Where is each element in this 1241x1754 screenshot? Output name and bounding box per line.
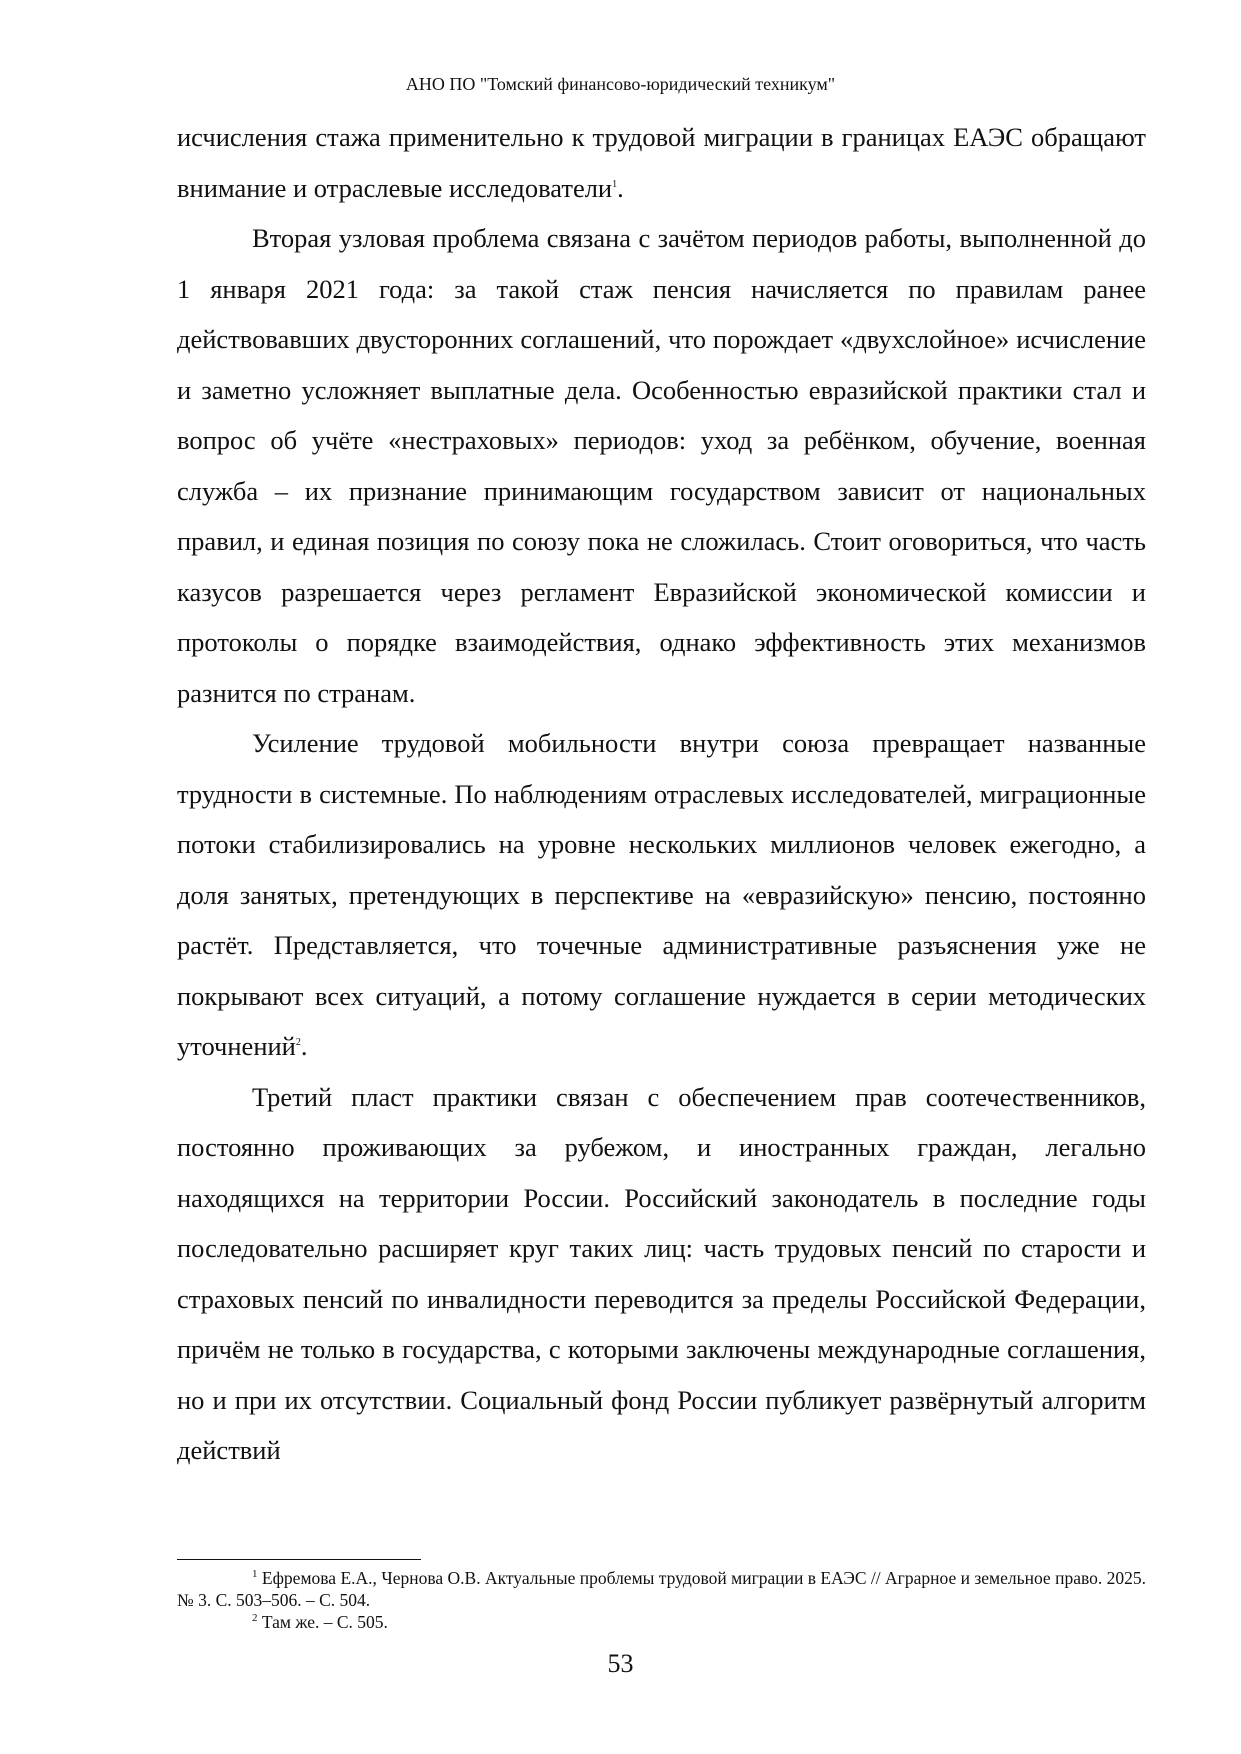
footnote-ref: 2 bbox=[295, 1037, 301, 1049]
paragraph-text: Усиление трудовой мобильности внутри союза превращает названные трудности в системные. По наблюдениям отраслевых исследователей, миграционные потоки стабилизировались на уровне нескольких миллионов человек ежегодно, а доля занятых, претендующих в перспективе на «евразийскую» пенсию, постоянно растёт. Представляется, что точечные административные разъяснения уже не покрывают всех ситуаций, а потому соглашение нуждается в серии методических уточнений bbox=[177, 728, 1146, 1061]
paragraph-text: Вторая узловая проблема связана с зачётом периодов работы, выполненной до 1 января 2021 года: за такой стаж пенсия начисляется по правилам ранее действовавших двусторонних соглашений, что порождает «двухслойное» исчисление и заметно усложняет выплатные дела. Особенностью евразийской практики стал и вопрос об учёте «нестраховых» периодов: уход за ребёнком, обучение, военная служба – их признание принимающим государством зависит от национальных правил, и единая позиция по союзу пока не сложилась. Стоит оговориться, что часть казусов разрешается через регламент Евразийской экономической комиссии и протоколы о порядке взаимодействия, однако эффективность этих механизмов разнится по странам. bbox=[177, 223, 1146, 708]
footnote-text: Там же. – С. 505. bbox=[261, 1612, 388, 1632]
paragraph-text: исчисления стажа применительно к трудовой миграции в границах ЕАЭС обращают внимание и отраслевые исследователи bbox=[177, 122, 1146, 203]
page-number: 53 bbox=[607, 1649, 634, 1678]
paragraph-continuation bbox=[177, 112, 1146, 213]
paragraph bbox=[177, 1072, 1146, 1476]
paragraph-tail: . bbox=[300, 1031, 308, 1061]
footnote-text: Ефремова Е.А., Чернова О.В. Актуальные проблемы трудовой миграции в ЕАЭС // Аграрное и земельное право. 2025. № 3. С. 503–506. – С. 504. bbox=[177, 1568, 1147, 1610]
footnote-ref: 1 bbox=[612, 178, 618, 190]
footnotes bbox=[177, 1567, 1146, 1633]
footnote bbox=[177, 1611, 1146, 1633]
paragraph bbox=[177, 213, 1146, 718]
body-text bbox=[177, 112, 1146, 1476]
footnote-separator bbox=[177, 1559, 421, 1560]
paragraph-text: Третий пласт практики связан с обеспечением прав соотечественников, постоянно проживающих за рубежом, и иностранных граждан, легально находящихся на территории России. Российский законодатель в последние годы последовательно расширяет круг таких лиц: часть трудовых пенсий по старости и страховых пенсий по инвалидности переводится за пределы Российской Федерации, причём не только в государства, с которыми заключены международные соглашения, но и при их отсутствии. Социальный фонд России публикует развёрнутый алгоритм действий bbox=[177, 1081, 1146, 1465]
running-header: АНО ПО "Томский финансово-юридический техникум" bbox=[405, 74, 836, 94]
footnote bbox=[177, 1567, 1146, 1611]
footnote-number: 1 bbox=[252, 1568, 258, 1581]
paragraph-tail: . bbox=[617, 172, 624, 203]
footnote-number: 2 bbox=[252, 1612, 258, 1625]
paragraph bbox=[177, 718, 1146, 1072]
